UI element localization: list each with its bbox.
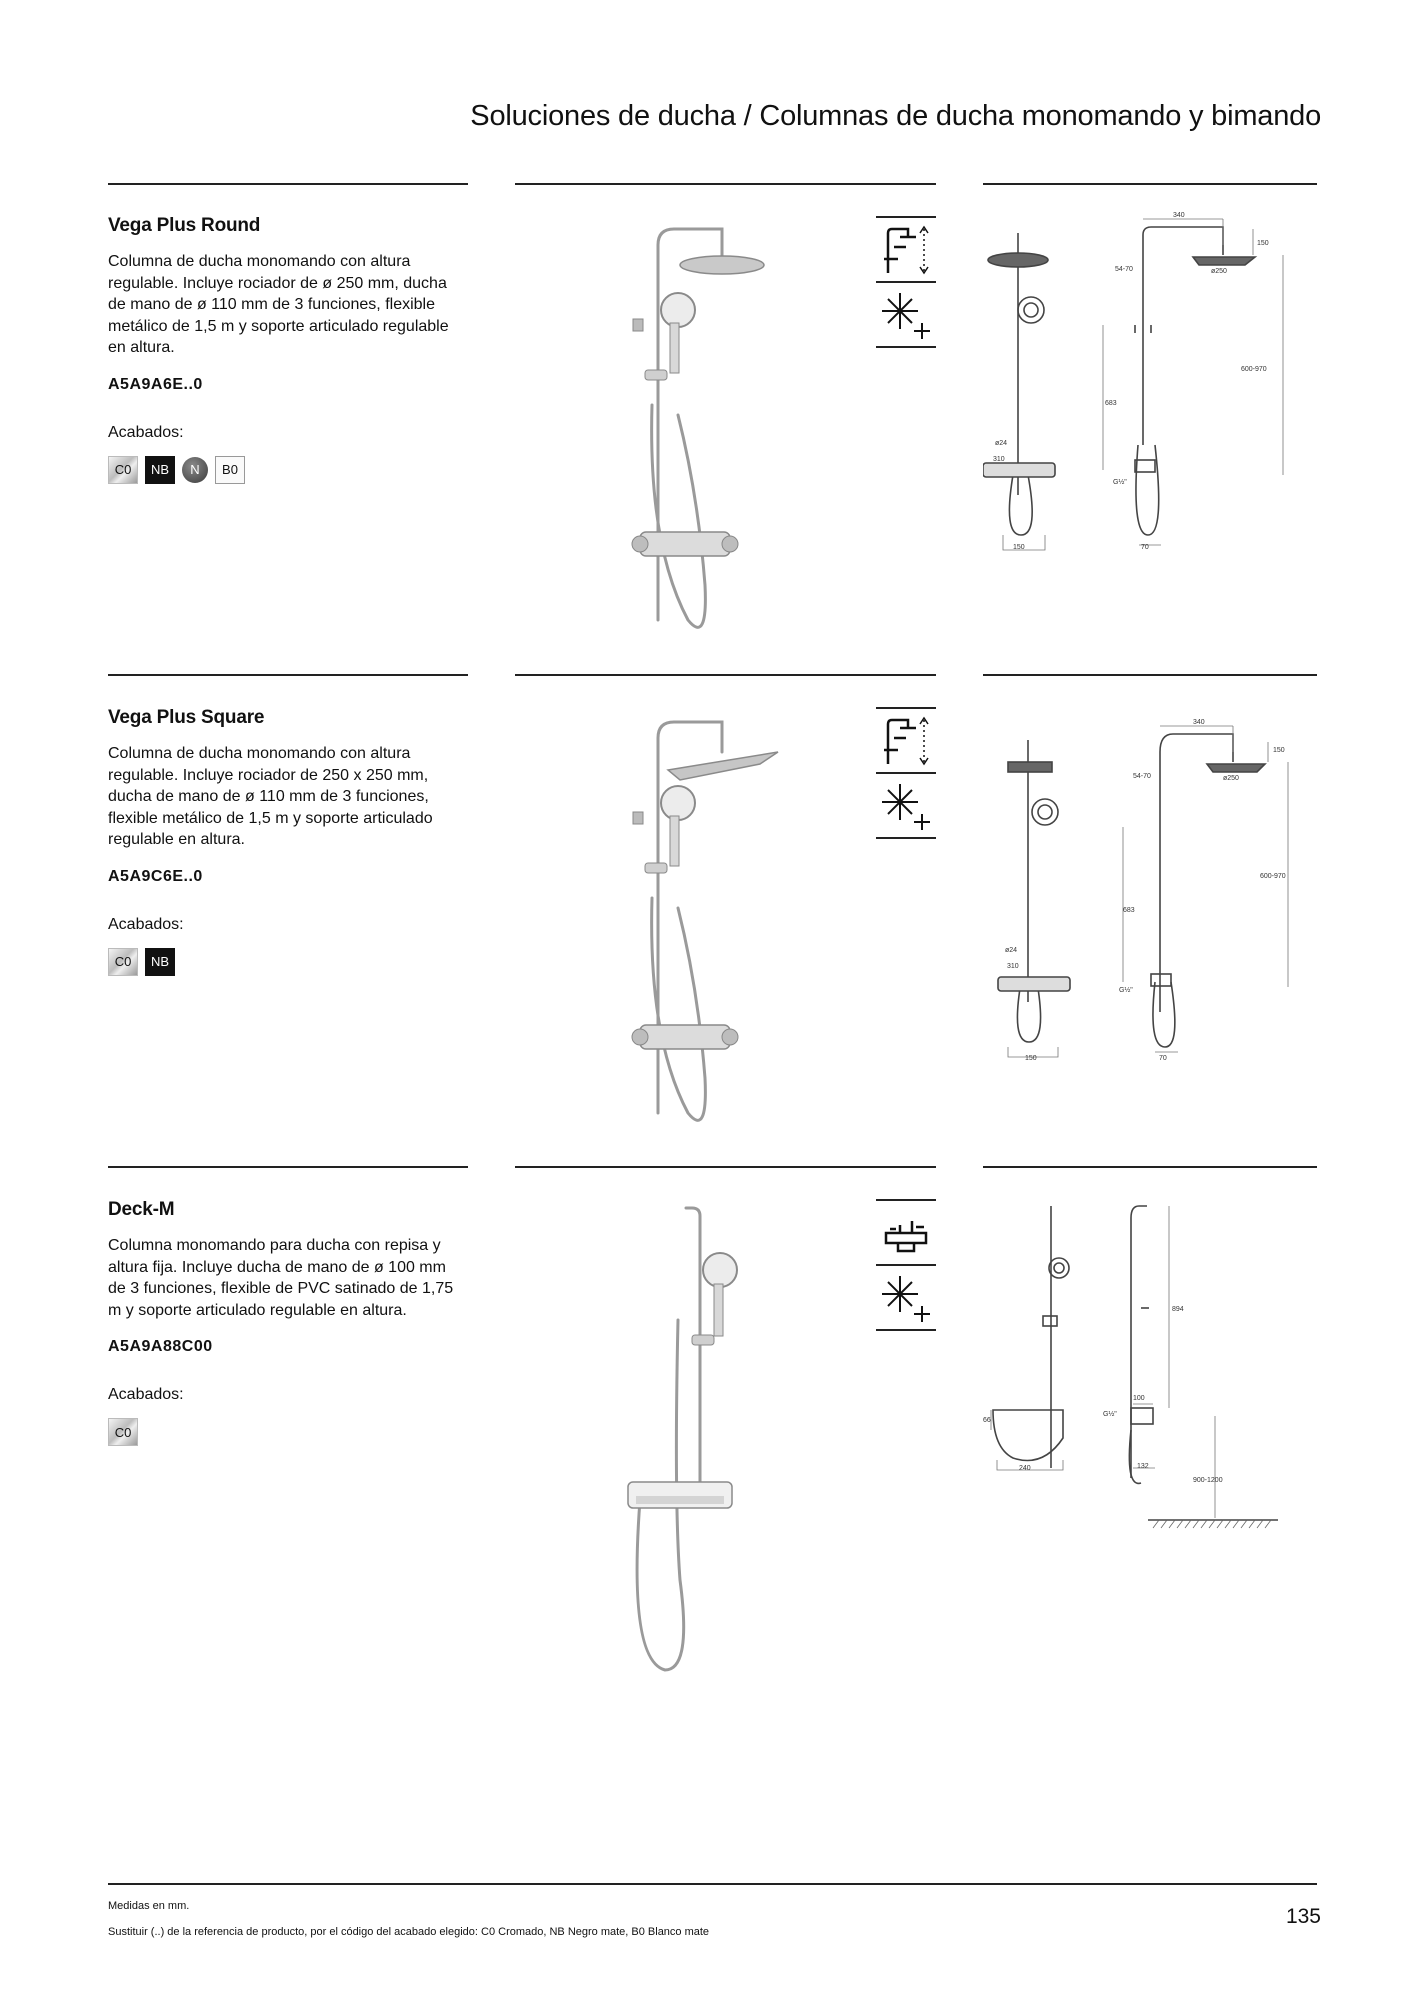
product-description: Columna monomando para ducha con repisa y altura fija. Incluye ducha de mano de ø 100 mm de 3 funciones, flexible de PVC satinado de 1,75 m y soporte articulado regulable en altura. [108,1237,454,1319]
divider [108,183,468,185]
dim-label: 600-970 [1241,366,1267,373]
finish-swatches [108,456,468,484]
divider [515,674,936,676]
dim-label: 683 [1105,400,1117,407]
technical-drawing [983,1198,1317,1558]
dim-label: 900-1200 [1193,1477,1223,1484]
finish-swatch-black: NB [145,456,175,484]
dim-label: G½" [1103,1411,1117,1418]
product-code: A5A9A88C00 [108,1338,213,1355]
finish-swatch-chrome: C0 [108,948,138,976]
product-name: Vega Plus Square [108,707,265,728]
feature-icons [876,707,936,839]
dim-label: 100 [1133,1395,1145,1402]
dim-label: 150 [1257,240,1269,247]
product-deck-m [108,1199,468,1446]
finishes-label: Acabados: [108,1386,184,1403]
thermostatic-column-icon [876,216,936,283]
divider [108,1166,468,1168]
dim-label: ø24 [1005,947,1018,954]
finish-swatch-nickel: N [182,457,208,483]
dim-label: G½" [1113,479,1127,486]
product-photo [600,215,850,645]
dim-label: 340 [1193,719,1205,726]
product-name: Vega Plus Round [108,215,261,236]
finish-swatches [108,1418,468,1446]
product-vega-plus-round [108,215,468,484]
dim-label: 600-970 [1260,873,1286,880]
dim-label: 683 [1123,907,1135,914]
dim-label: 132 [1137,1463,1149,1470]
dim-label: 240 [1019,1465,1031,1472]
dim-label: 340 [1173,212,1185,219]
dim-label: 70 [1141,544,1149,551]
product-description: Columna de ducha monomando con altura regulable. Incluye rociador de ø 250 mm, ducha de mano de ø 110 mm de 3 funciones, flexible metálico de 1,5 m y soporte articulado regulable en altura. [108,253,449,356]
finishes-label: Acabados: [108,915,184,933]
feature-icons [876,1199,936,1331]
product-code: A5A9A6E..0 [108,375,203,393]
dim-label: 66 [983,1417,991,1424]
footer-divider [108,1883,1317,1885]
product-description: Columna de ducha monomando con altura regulable. Incluye rociador de 250 x 250 mm, ducha de mano de ø 110 mm de 3 funciones, flexible metálico de 1,5 m y soporte articulado regulable en altura. [108,745,433,848]
sparkle-finish-icon [876,283,936,348]
dim-label: 150 [1013,544,1025,551]
feature-icons [876,216,936,348]
dim-label: 894 [1172,1306,1184,1313]
finish-swatch-chrome: C0 [108,456,138,484]
dim-label: ø250 [1211,268,1227,275]
mixer-shelf-icon [876,1199,936,1266]
footer-finish-note: Sustituir (..) de la referencia de producto, por el código del acabado elegido: C0 Cromado, NB Negro mate, B0 Blanco mate [108,1926,710,1938]
dim-label: G½" [1119,987,1133,994]
finish-swatch-chrome: C0 [108,1418,138,1446]
dim-label: ø24 [995,440,1008,447]
dim-label: ø250 [1223,775,1239,782]
thermostatic-column-icon [876,707,936,774]
technical-drawing [983,712,1317,1062]
divider [983,183,1317,185]
dim-label: 54-70 [1133,773,1151,780]
footer-measures-note: Medidas en mm. [108,1900,190,1912]
dim-label: 70 [1159,1055,1167,1062]
divider [983,1166,1317,1168]
product-photo [600,1200,850,1690]
finish-swatch-white: B0 [215,456,245,484]
page-title: Soluciones de ducha / Columnas de ducha monomando y bimando [470,100,1321,132]
divider [983,674,1317,676]
finish-swatches [108,948,468,976]
finishes-label: Acabados: [108,423,184,441]
divider [108,674,468,676]
page-number: 135 [1285,1905,1321,1928]
product-code: A5A9C6E..0 [108,867,203,885]
product-name: Deck-M [108,1199,175,1220]
product-photo [600,708,850,1138]
sparkle-finish-icon [876,1266,936,1331]
dim-label: 310 [993,456,1005,463]
dim-label: 310 [1007,963,1019,970]
dim-label: 54-70 [1115,266,1133,273]
dim-label: 150 [1273,747,1285,754]
finish-swatch-black: NB [145,948,175,976]
product-vega-plus-square [108,707,468,976]
dim-label: 150 [1025,1055,1037,1062]
technical-drawing [983,205,1317,555]
divider [515,1166,936,1168]
sparkle-finish-icon [876,774,936,839]
divider [515,183,936,185]
